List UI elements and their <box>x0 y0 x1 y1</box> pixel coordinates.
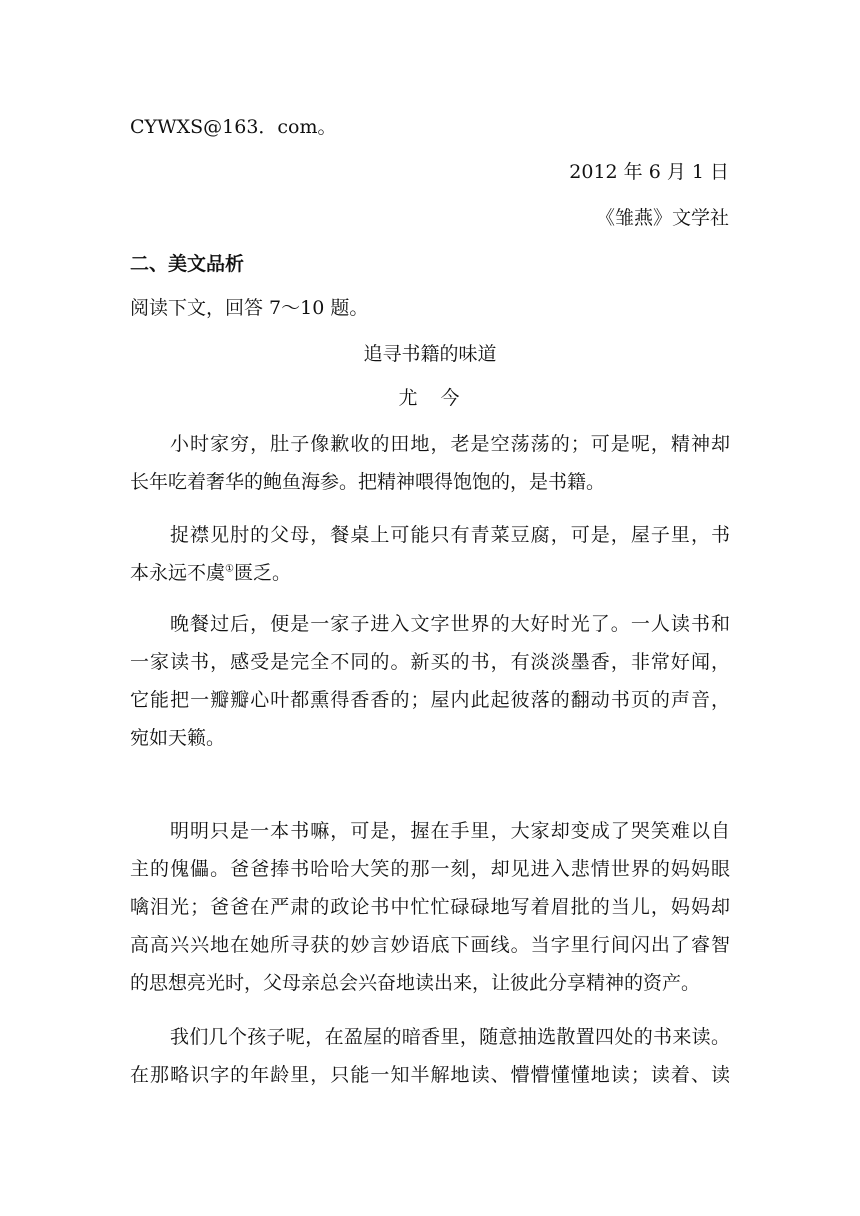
paragraph-line: 长年吃着奢华的鲍鱼海参。把精神喂得饱饱的，是书籍。 <box>130 471 606 493</box>
paragraph-line: 宛如天籁。 <box>130 727 226 749</box>
section-instruction: 阅读下文，回答 7～10 题。 <box>130 297 369 319</box>
paragraph-line: 的思想亮光时，父母亲总会兴奋地读出来，让彼此分享精神的资产。 <box>130 972 701 994</box>
paragraph-line-part: 匮乏。 <box>233 562 291 584</box>
email-line: CYWXS@163．com。 <box>130 116 337 138</box>
paragraph-line: 噙泪光；爸爸在严肃的政论书中忙忙碌碌地写着眉批的当儿，妈妈却 <box>130 896 730 918</box>
paragraph-5 <box>130 1018 730 1094</box>
paragraph-line: 小时家穷，肚子像歉收的田地，老是空荡荡的；可是呢，精神却 <box>170 433 730 455</box>
paragraph-1 <box>130 425 730 501</box>
paragraph-line: 一家读书，感受是完全不同的。新买的书，有淡淡墨香，非常好闻， <box>130 651 730 673</box>
paragraph-line-part: 本永远不虞 <box>130 562 226 584</box>
paragraph-4 <box>130 812 730 1002</box>
article-author: 尤 今 <box>398 387 462 409</box>
paragraph-line: 晚餐过后，便是一家子进入文字世界的大好时光了。一人读书和 <box>170 613 730 635</box>
paragraph-line: 高高兴兴地在她所寻获的妙言妙语底下画线。当字里行间闪出了睿智 <box>130 934 730 956</box>
paragraph-2 <box>130 516 730 592</box>
article-title: 追寻书籍的味道 <box>363 343 497 365</box>
paragraph-line: 捉襟见肘的父母，餐桌上可能只有青菜豆腐，可是，屋子里，书 <box>170 524 730 546</box>
paragraph-line: 它能把一瓣瓣心叶都熏得香香的；屋内此起彼落的翻动书页的声音， <box>130 689 730 711</box>
paragraph-line: 我们几个孩子呢，在盈屋的暗香里，随意抽选散置四处的书来读。 <box>170 1026 730 1048</box>
publisher-line: 《雏燕》文学社 <box>595 207 729 229</box>
footnote-marker: ① <box>225 563 234 575</box>
section-heading: 二、美文品析 <box>130 253 245 275</box>
paragraph-line: 在那略识字的年龄里，只能一知半解地读、懵懵懂懂地读；读着、读 <box>130 1064 730 1086</box>
date-line: 2012 年 6 月 1 日 <box>569 161 729 183</box>
paragraph-line <box>130 554 730 592</box>
paragraph-3 <box>130 605 730 757</box>
paragraph-line: 明明只是一本书嘛，可是，握在手里，大家却变成了哭笑难以自 <box>170 820 730 842</box>
paragraph-line: 主的傀儡。爸爸捧书哈哈大笑的那一刻，却见进入悲情世界的妈妈眼 <box>130 858 730 880</box>
